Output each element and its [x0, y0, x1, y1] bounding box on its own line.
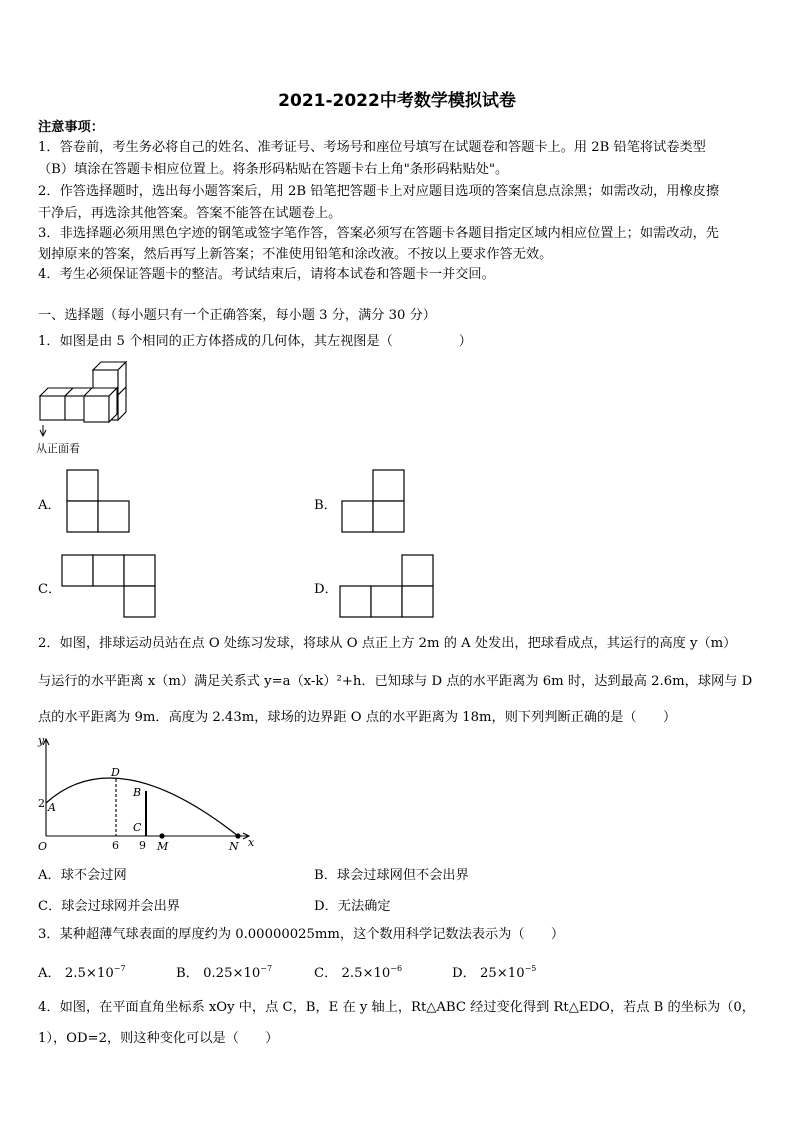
- notice-line: （B）填涂在答题卡相应位置上。将条形码粘贴在答题卡右上角"条形码粘贴处"。: [38, 162, 509, 177]
- graph-label-c: C: [133, 821, 142, 834]
- option-d-label: D．: [314, 582, 338, 597]
- graph-label-6: 6: [112, 839, 119, 852]
- option-b-label: B．: [314, 498, 337, 513]
- q2-option-a: A．球不会过网: [38, 868, 127, 883]
- graph-label-x: x: [248, 836, 255, 849]
- q2-option-b: B．球会过球网但不会出界: [314, 868, 469, 883]
- notice-line: 2．作答选择题时，选出每小题答案后，用 2B 铅笔把答题卡上对应题目选项的答案信息点涂黑；如需改动，用橡皮擦: [38, 184, 720, 199]
- notice-heading: 注意事项：: [38, 120, 104, 135]
- q3-option-a-label: A．: [38, 966, 61, 981]
- option-d-figure: [339, 554, 435, 618]
- question-1-stem: 1．如图是由 5 个相同的正方体搭成的几何体，其左视图是（ ）: [38, 334, 472, 349]
- question-2-line: 2．如图，排球运动员站在点 O 处练习发球，将球从 O 点正上方 2m 的 A 处发出，把球看成点，其运行的高度 y（m）: [38, 636, 737, 651]
- q3-option-d-label: D．: [452, 966, 476, 981]
- graph-label-b: B: [133, 786, 142, 799]
- q3-option-a-exponent: −7: [113, 964, 126, 973]
- graph-label-o: O: [38, 840, 48, 853]
- q3-option-b-label: B．: [176, 966, 199, 981]
- option-c-label: C．: [38, 582, 62, 597]
- q2-trajectory-graph: [38, 734, 258, 854]
- q3-option-b-mantissa: 0.25×10: [203, 966, 261, 981]
- q1-solid-figure: [38, 360, 138, 440]
- q3-option-c-mantissa: 2.5×10: [341, 966, 391, 981]
- q3-option-b-exponent: −7: [260, 964, 273, 973]
- q3-option-d-exponent: −5: [524, 964, 537, 973]
- graph-label-m: M: [157, 840, 169, 853]
- option-a-label: A．: [38, 498, 61, 513]
- graph-label-n: N: [229, 840, 239, 853]
- q3-option-a-mantissa: 2.5×10: [64, 966, 114, 981]
- graph-label-2: 2: [38, 797, 45, 810]
- notice-line: 划掉原来的答案，然后再写上新答案；不准使用铅笔和涂改液。不按以上要求作答无效。: [38, 247, 553, 262]
- notice-line: 4．考生必须保证答题卡的整洁。考试结束后，请将本试卷和答题卡一并交回。: [38, 267, 495, 282]
- question-4-line: 1），OD=2，则这种变化可以是（ ）: [38, 1031, 279, 1046]
- question-4-line: 4．如图，在平面直角坐标系 xOy 中，点 C，B，E 在 y 轴上，Rt△ABC 经过变化得到 Rt△EDO，若点 B 的坐标为（0，: [38, 1000, 755, 1015]
- q2-option-d: D．无法确定: [314, 899, 391, 914]
- page-title: 2021-2022中考数学模拟试卷: [278, 91, 516, 111]
- graph-label-a: A: [48, 801, 56, 814]
- notice-line: 1．答卷前，考生务必将自己的姓名、准考证号、考场号和座位号填写在试题卷和答题卡上。用 2B 铅笔将试卷类型: [38, 140, 706, 155]
- figure-caption: 从正面看: [36, 442, 80, 455]
- notice-line: 3．非选择题必须用黑色字迹的钢笔或签字笔作答，答案必须写在答题卡各题目指定区域内相应位置上；如需改动，先: [38, 226, 719, 241]
- question-2-line: 点的水平距离为 9m．高度为 2.43m，球场的边界距 O 点的水平距离为 18m，则下列判断正确的是（ ）: [38, 710, 677, 725]
- q2-option-c: C．球会过球网并会出界: [38, 899, 180, 914]
- q3-option-b: [176, 962, 272, 981]
- graph-label-9: 9: [139, 839, 146, 852]
- q3-option-d: [452, 962, 536, 981]
- graph-label-y: y: [38, 734, 45, 747]
- option-c-figure: [61, 554, 157, 618]
- q3-option-c-label: C．: [314, 966, 338, 981]
- graph-label-d: D: [111, 766, 120, 779]
- q3-option-d-mantissa: 25×10: [479, 966, 525, 981]
- option-a-figure: [66, 469, 132, 533]
- q3-option-c-exponent: −6: [390, 964, 403, 973]
- q3-option-a: [38, 962, 126, 981]
- option-b-figure: [341, 469, 407, 533]
- question-3-stem: 3．某种超薄气球表面的厚度约为 0.00000025mm，这个数用科学记数法表示为（ ）: [38, 927, 565, 942]
- question-2-line: 与运行的水平距离 x（m）满足关系式 y=a（x-k）²+h．已知球与 D 点的水平距离为 6m 时，达到最高 2.6m，球网与 D: [38, 674, 753, 689]
- notice-line: 干净后，再选涂其他答案。答案不能答在试题卷上。: [38, 206, 342, 221]
- section-heading: 一、选择题（每小题只有一个正确答案，每小题 3 分，满分 30 分）: [38, 308, 436, 323]
- q3-option-c: [314, 962, 402, 981]
